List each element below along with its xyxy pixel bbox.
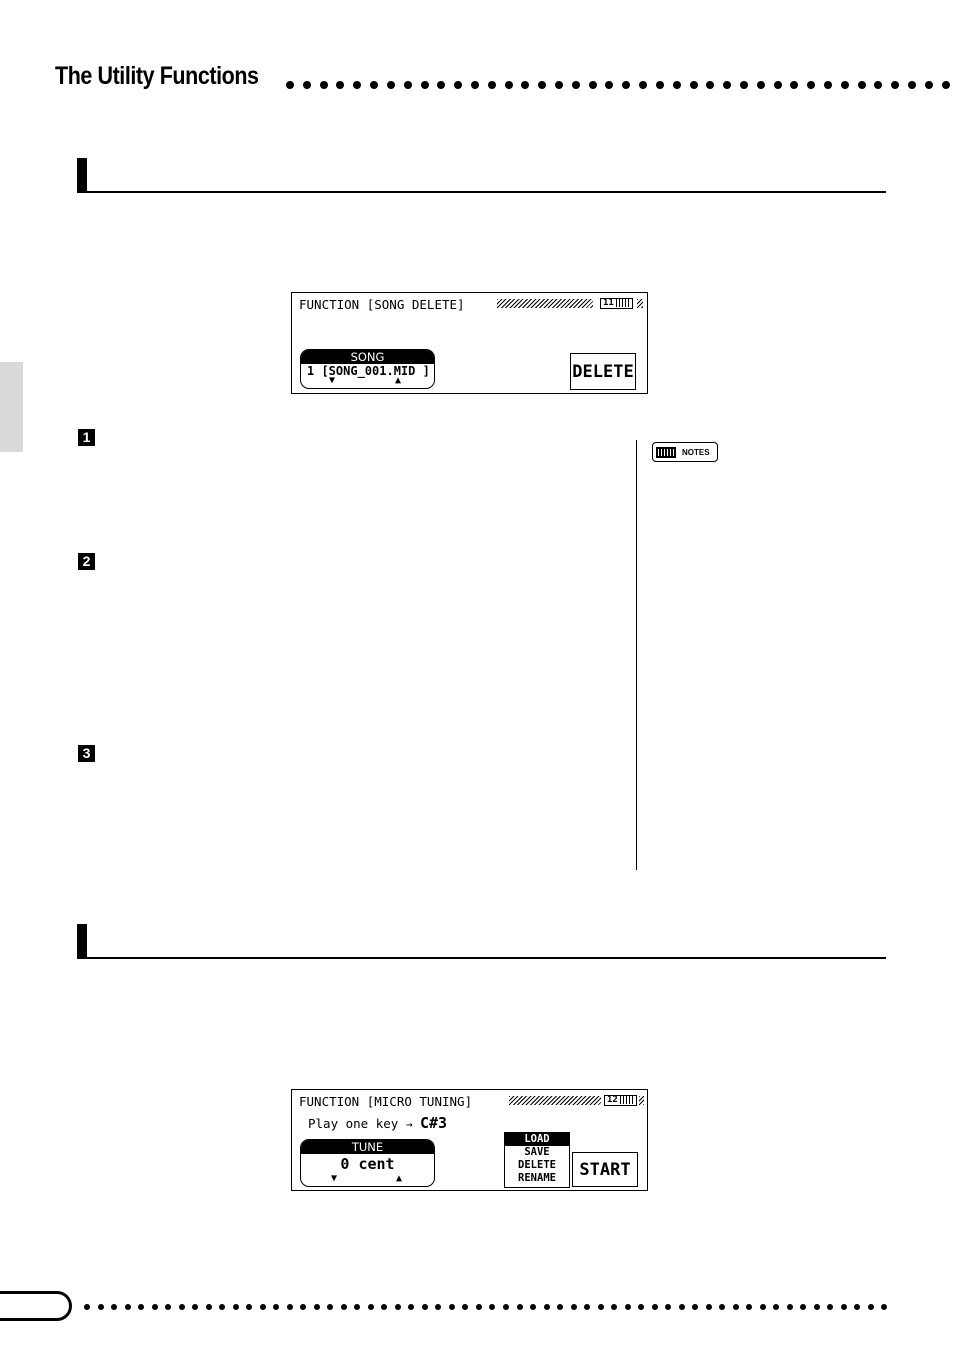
leader-dot	[530, 1304, 536, 1310]
leader-dot	[370, 81, 378, 89]
leader-dot	[639, 81, 647, 89]
leader-dot	[489, 1304, 495, 1310]
leader-dot	[800, 1304, 806, 1310]
leader-dot	[320, 81, 328, 89]
leader-dot	[354, 1304, 360, 1310]
leader-dot	[488, 81, 496, 89]
arrow-right-icon: →	[405, 1118, 413, 1131]
song-knob-value: 1 [SONG_001.MID ]	[307, 364, 430, 378]
section-heading-rule	[77, 191, 886, 193]
leader-dot	[881, 1304, 887, 1310]
leader-dot	[408, 1304, 414, 1310]
display-page-indicator	[600, 298, 633, 309]
leader-dot	[854, 1304, 860, 1310]
leader-dot	[206, 1304, 212, 1310]
leader-dot	[246, 1304, 252, 1310]
leader-dot	[454, 81, 462, 89]
leader-dot	[437, 81, 445, 89]
leader-dot	[605, 81, 613, 89]
page-number-tab	[0, 1291, 72, 1321]
leader-dot	[598, 1304, 604, 1310]
step-number-3: 3	[78, 745, 95, 762]
leader-dot	[286, 81, 294, 89]
leader-dot	[868, 1304, 874, 1310]
display-title-hatch	[509, 1096, 601, 1105]
leader-dot	[908, 81, 916, 89]
leader-dot	[233, 1304, 239, 1310]
leader-dot	[538, 81, 546, 89]
section-heading-marker	[77, 158, 87, 192]
leader-dot	[138, 1304, 144, 1310]
keyboard-icon	[656, 447, 676, 458]
leader-dot	[521, 81, 529, 89]
start-button[interactable]: START	[572, 1152, 638, 1187]
leader-dot	[449, 1304, 455, 1310]
notes-column-divider	[636, 440, 637, 870]
song-delete-display	[291, 292, 648, 394]
leader-dot	[706, 81, 714, 89]
leader-dot	[517, 1304, 523, 1310]
display-page-number: 12	[607, 1095, 618, 1105]
leader-dot	[368, 1304, 374, 1310]
step-number-1: 1	[78, 429, 95, 446]
leader-dot	[807, 81, 815, 89]
leader-dot	[165, 1304, 171, 1310]
leader-dot	[814, 1304, 820, 1310]
leader-dot	[179, 1304, 185, 1310]
leader-dot	[111, 1304, 117, 1310]
leader-dot	[557, 1304, 563, 1310]
delete-button[interactable]: DELETE	[570, 353, 636, 390]
header-dot-leader	[286, 80, 950, 90]
leader-dot	[421, 81, 429, 89]
leader-dot	[622, 81, 630, 89]
leader-dot	[353, 81, 361, 89]
display-page-hatch	[639, 1096, 644, 1105]
leader-dot	[471, 81, 479, 89]
display-page-number: 11	[603, 298, 614, 308]
leader-dot	[757, 81, 765, 89]
leader-dot	[152, 1304, 158, 1310]
leader-dot	[98, 1304, 104, 1310]
leader-dot	[260, 1304, 266, 1310]
leader-dot	[692, 1304, 698, 1310]
leader-dot	[891, 81, 899, 89]
leader-dot	[942, 81, 950, 89]
leader-dot	[665, 1304, 671, 1310]
leader-dot	[733, 1304, 739, 1310]
leader-dot	[336, 81, 344, 89]
leader-dot	[824, 81, 832, 89]
menu-item-delete[interactable]: DELETE	[518, 1159, 556, 1171]
leader-dot	[841, 81, 849, 89]
leader-dot	[773, 1304, 779, 1310]
leader-dot	[544, 1304, 550, 1310]
arrow-up-icon[interactable]: ▲	[396, 1173, 403, 1184]
leader-dot	[652, 1304, 658, 1310]
notes-badge	[652, 442, 718, 462]
leader-dot	[503, 1304, 509, 1310]
leader-dot	[858, 81, 866, 89]
arrow-down-icon[interactable]: ▼	[329, 375, 336, 386]
leader-dot	[462, 1304, 468, 1310]
leader-dot	[827, 1304, 833, 1310]
leader-dot	[589, 81, 597, 89]
menu-item-save[interactable]: SAVE	[524, 1146, 550, 1158]
side-thumb-tab	[0, 362, 23, 452]
leader-dot	[841, 1304, 847, 1310]
arrow-down-icon[interactable]: ▼	[331, 1173, 338, 1184]
leader-dot	[656, 81, 664, 89]
leader-dot	[476, 1304, 482, 1310]
section-heading-rule	[77, 957, 886, 959]
leader-dot	[314, 1304, 320, 1310]
section-heading-marker	[77, 924, 87, 958]
leader-dot	[395, 1304, 401, 1310]
menu-item-load[interactable]: LOAD	[505, 1133, 569, 1146]
leader-dot	[287, 1304, 293, 1310]
leader-dot	[381, 1304, 387, 1310]
leader-dot	[125, 1304, 131, 1310]
page-bars-icon	[620, 1096, 634, 1104]
display-title: FUNCTION [SONG DELETE]	[299, 297, 465, 312]
leader-dot	[572, 81, 580, 89]
leader-dot	[774, 81, 782, 89]
leader-dot	[690, 81, 698, 89]
step-number-2: 2	[78, 553, 95, 570]
page-header-title: The Utility Functions	[55, 62, 259, 90]
tune-knob-value: 0 cent	[340, 1155, 395, 1173]
leader-dot	[387, 81, 395, 89]
song-selector-knob[interactable]	[300, 349, 435, 389]
micro-tuning-display	[291, 1089, 648, 1191]
leader-dot	[706, 1304, 712, 1310]
tune-knob[interactable]	[300, 1139, 435, 1187]
leader-dot	[404, 81, 412, 89]
leader-dot	[584, 1304, 590, 1310]
leader-dot	[790, 81, 798, 89]
leader-dot	[555, 81, 563, 89]
display-title-hatch	[497, 299, 593, 308]
footer-dot-leader	[84, 1302, 888, 1312]
display-page-indicator	[604, 1095, 637, 1106]
leader-dot	[327, 1304, 333, 1310]
leader-dot	[611, 1304, 617, 1310]
leader-dot	[571, 1304, 577, 1310]
leader-dot	[787, 1304, 793, 1310]
tune-knob-label: TUNE	[301, 1140, 434, 1154]
key-prompt-row	[308, 1114, 447, 1132]
page-bars-icon	[616, 299, 630, 307]
leader-dot	[300, 1304, 306, 1310]
leader-dot	[219, 1304, 225, 1310]
leader-dot	[505, 81, 513, 89]
leader-dot	[273, 1304, 279, 1310]
leader-dot	[435, 1304, 441, 1310]
arrow-up-icon[interactable]: ▲	[395, 375, 402, 386]
leader-dot	[341, 1304, 347, 1310]
leader-dot	[760, 1304, 766, 1310]
leader-dot	[638, 1304, 644, 1310]
notes-label: NOTES	[682, 447, 710, 457]
leader-dot	[746, 1304, 752, 1310]
leader-dot	[719, 1304, 725, 1310]
leader-dot	[874, 81, 882, 89]
leader-dot	[84, 1304, 90, 1310]
file-operation-menu	[504, 1132, 570, 1188]
leader-dot	[723, 81, 731, 89]
leader-dot	[740, 81, 748, 89]
leader-dot	[422, 1304, 428, 1310]
leader-dot	[679, 1304, 685, 1310]
leader-dot	[303, 81, 311, 89]
key-value: C#3	[420, 1114, 448, 1132]
display-title: FUNCTION [MICRO TUNING]	[299, 1094, 473, 1109]
key-prompt-text: Play one key	[308, 1116, 399, 1131]
leader-dot	[192, 1304, 198, 1310]
menu-item-rename[interactable]: RENAME	[518, 1172, 556, 1184]
leader-dot	[925, 81, 933, 89]
leader-dot	[625, 1304, 631, 1310]
song-knob-label: SONG	[301, 350, 434, 364]
leader-dot	[673, 81, 681, 89]
display-page-hatch	[637, 299, 643, 308]
